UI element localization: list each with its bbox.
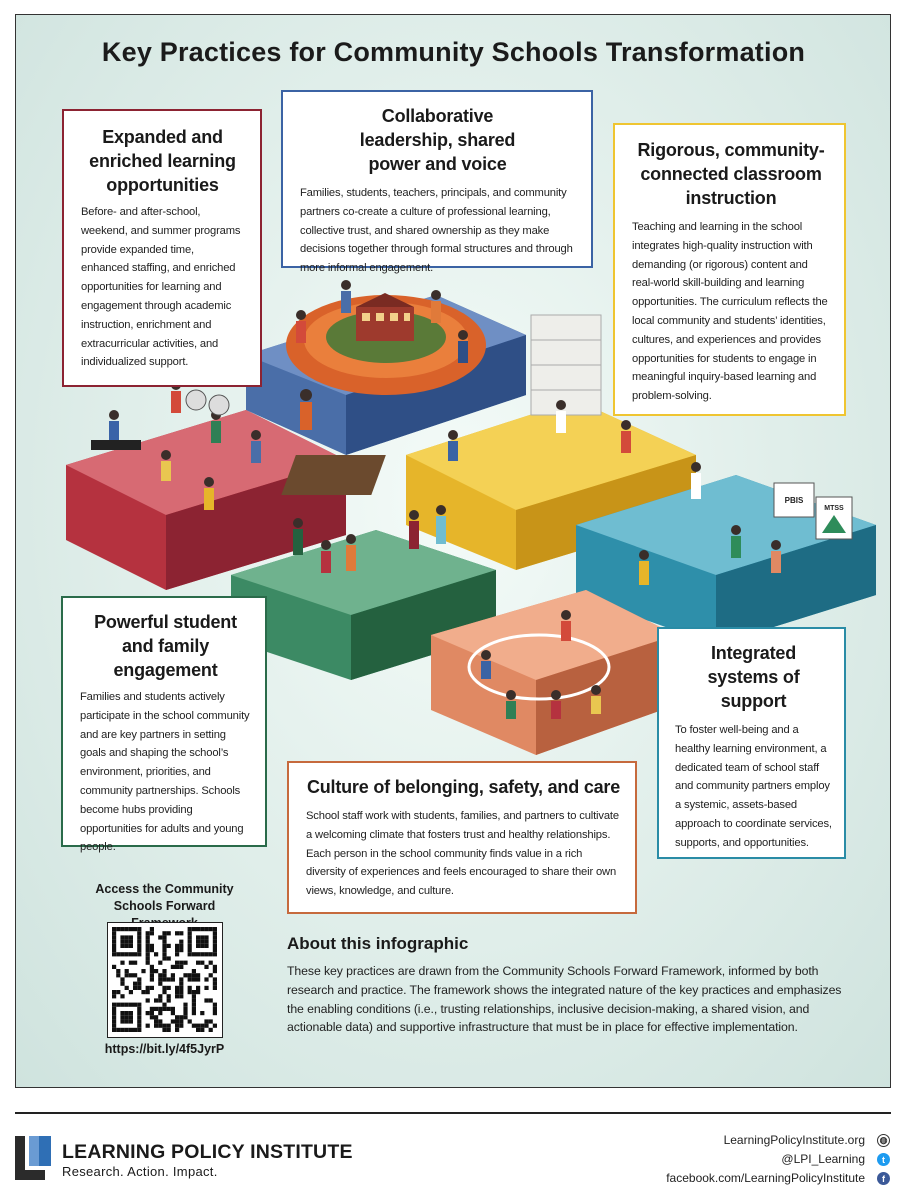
card-title: Culture of belonging, safety, and care [306, 777, 621, 797]
qr-code-pattern [108, 923, 222, 1037]
twitter-icon: t [877, 1153, 890, 1166]
pbis-sign [774, 483, 814, 517]
org-tagline: Research. Action. Impact. [62, 1164, 218, 1179]
card-body: To foster well-being and a healthy learning environment, a dedicated team of school staff and community partners employ a systemic, assets-based approach to coordinate services, supports, and opportunities. [675, 724, 832, 849]
framework-link[interactable]: https://bit.ly/4f5JyrP [104, 1042, 225, 1056]
card-student-family-engagement [61, 596, 267, 854]
access-framework-label: Access the Community Schools Forward [95, 882, 234, 913]
card-culture-belonging [287, 761, 637, 914]
card-title: Powerful student and family engagement [94, 612, 237, 680]
lab-shelf [531, 315, 601, 415]
card-body: Before- and after-school, weekend, and summer programs provide expanded time, enhanced staffing, and enriched opportunities for learning and engagement through academic instruction, enrichment and extracurricular activities, and individualized support. [81, 206, 241, 369]
about-body: These key practices are drawn from the Community Schools Forward Framework, informed by both research and practice. The framework shows the integrated nature of the key practices and emphasizes the enabling conditions (i.e., trusting relationships, inclusive decision-making, a shared vision, and actionable data) and supportive infrastructure that must be in place for effective implementation. [287, 964, 842, 1035]
qr-code[interactable] [107, 922, 223, 1038]
about-title: About this infographic [287, 934, 469, 953]
mtss-label: MTSS [824, 505, 844, 512]
page-title: Key Practices for Community Schools Transformation [101, 37, 806, 67]
card-title: Rigorous, community-connected classroom instruction [637, 140, 825, 208]
card-expanded-learning [62, 109, 262, 387]
card-body: Families and students actively participate in the school community and are key partners in setting goals and shaping the school’s environment, priorities, and community partnerships. Schools become hubs providing opportunities for adults and young people. [80, 691, 250, 854]
globe-icon: ◍ [877, 1134, 890, 1147]
card-collaborative-leadership [281, 90, 593, 275]
org-name: LEARNING POLICY INSTITUTE [62, 1141, 353, 1163]
card-body: School staff work with students, families, and partners to cultivate a welcoming climate that fosters trust and healthy relationships. Each person in the school community finds value in a rich diversity of experiences and feels encouraged to share their own views, knowledge, and culture. [306, 810, 619, 898]
card-title: Expanded and enriched learning opportunities [89, 127, 236, 195]
facebook-link[interactable]: facebook.com/LearningPolicyInstitute [666, 1171, 865, 1185]
twitter-link[interactable]: @LPI_Learning [781, 1152, 865, 1166]
card-title: Integrated systems of support [707, 643, 800, 711]
card-title: Collaborative leadership, shared power and voice [359, 106, 516, 174]
mtss-sign [816, 497, 852, 539]
facebook-icon: f [877, 1172, 890, 1185]
footer-divider [15, 1112, 891, 1114]
lpi-logo-icon [15, 1136, 55, 1180]
card-body: Teaching and learning in the school integrates high-quality instruction with demanding (or rigorous) content and real-world skill-building and learning opportunities. The curriculum reflects the local community and students’ identities, cultures, and experiences and provides opportunities for students to engage in meaningful inquiry-based learning and problem-solving. [632, 221, 828, 403]
website-link[interactable]: LearningPolicyInstitute.org [723, 1133, 865, 1147]
card-body: Families, students, teachers, principals, and community partners co-create a culture of professional learning, collective trust, and shared ownership as they make decisions together through formal structures and through more informal engagement. [300, 187, 573, 275]
card-integrated-support [657, 627, 846, 859]
card-rigorous-instruction [613, 123, 846, 416]
pbis-label: PBIS [784, 496, 804, 505]
